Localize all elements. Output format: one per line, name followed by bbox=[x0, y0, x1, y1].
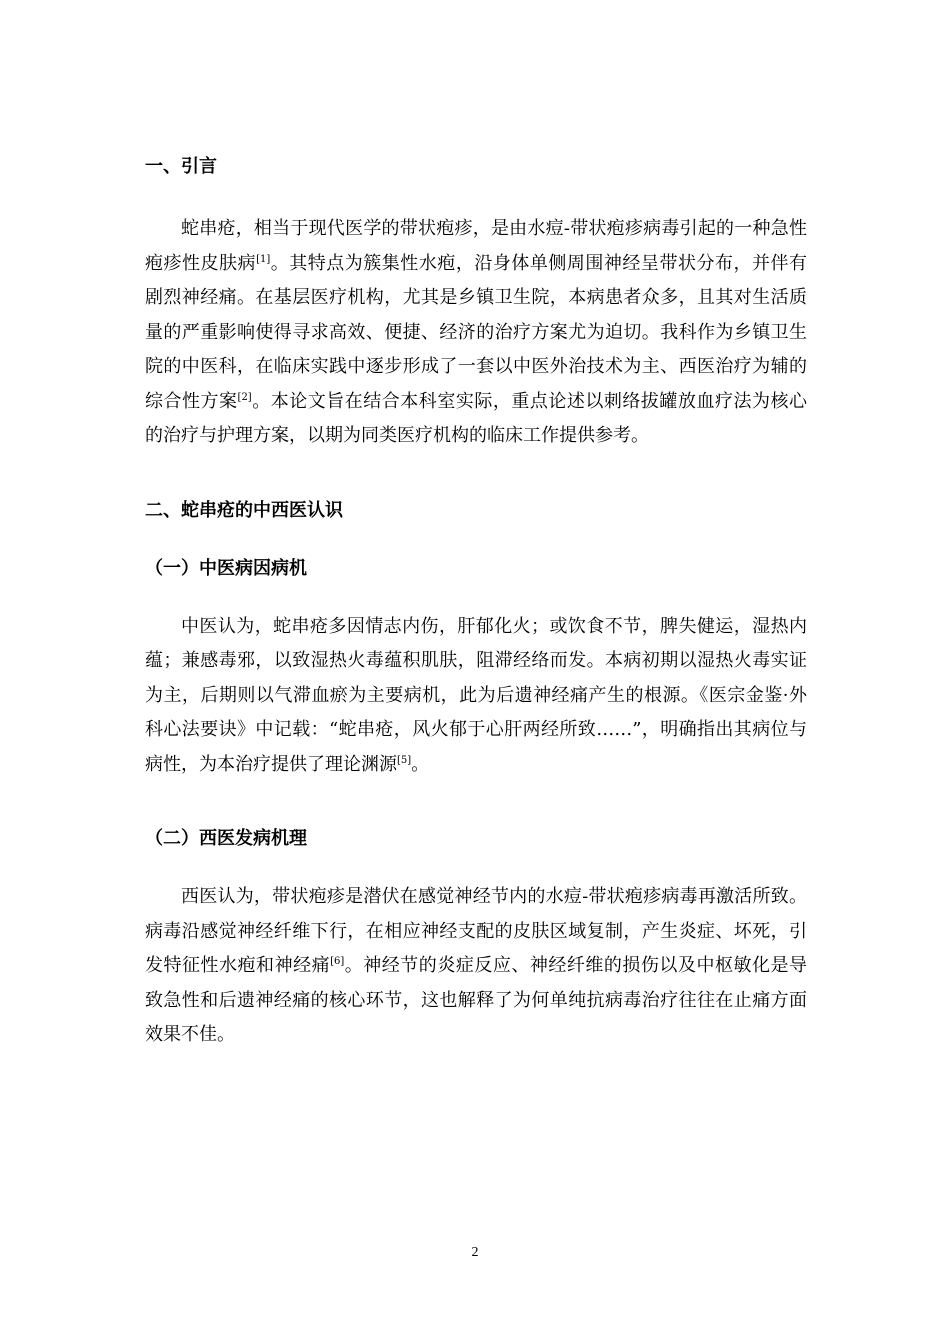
tcm-etiology-paragraph: 中医认为，蛇串疮多因情志内伤，肝郁化火；或饮食不节，脾失健运，湿热内蕴；兼感毒邪，以致湿热火毒蕴积肌肤，阻滞经络而发。本病初期以湿热火毒实证为主，后期则以气滞血瘀为主要病机，此为后遗神经痛产生的根源。《医宗金鉴·外科心法要诀》中记载：“蛇串疮，风火郁于心肝两经所致……”，明确指出其病位与病性，为本治疗提供了理论渊源[5]。 bbox=[145, 615, 807, 775]
citation-ref-5: [5] bbox=[397, 754, 412, 766]
page-number: 2 bbox=[471, 1245, 479, 1260]
subsection-heading-tcm-etiology: （一）中医病因病机 bbox=[145, 557, 307, 579]
introduction-paragraph: 蛇串疮，相当于现代医学的带状疱疹，是由水痘-带状疱疹病毒引起的一种急性疱疹性皮肤病[1]。其特点为簇集性水疱，沿身体单侧周围神经呈带状分布，并伴有剧烈神经痛。在基层医疗机构，尤其是乡镇卫生院，本病患者众多，且其对生活质量的严重影响使得寻求高效、便捷、经济的治疗方案尤为迫切。我科作为乡镇卫生院的中医科，在临床实践中逐步形成了一套以中医外治技术为主、西医治疗为辅的综合性方案[2]。本论文旨在结合本科室实际，重点论述以刺络拔罐放血疗法为核心的治疗与护理方案，以期为同类医疗机构的临床工作提供参考。 bbox=[145, 218, 808, 446]
subsection-heading-western-pathogenesis: （二）西医发病机理 bbox=[145, 828, 307, 849]
section-heading-tcm-western-understanding: 二、蛇串疮的中西医认识 bbox=[145, 499, 343, 521]
citation-ref-2: [2] bbox=[237, 391, 252, 403]
western-pathogenesis-paragraph: 西医认为，带状疱疹是潜伏在感觉神经节内的水痘-带状疱疹病毒再激活所致。病毒沿感觉神经纤维下行，在相应神经支配的皮肤区域复制，产生炎症、坏死，引发特征性水疱和神经痛[6]。神经节的炎症反应、神经纤维的损伤以及中枢敏化是导致急性和后遗神经痛的核心环节，这也解释了为何单纯抗病毒治疗往往在止痛方面效果不佳。 bbox=[145, 886, 807, 1045]
citation-ref-1: [1] bbox=[256, 253, 271, 265]
citation-ref-6: [6] bbox=[330, 956, 345, 967]
document-page bbox=[145, 150, 807, 1053]
section-heading-introduction: 一、引言 bbox=[145, 156, 217, 177]
